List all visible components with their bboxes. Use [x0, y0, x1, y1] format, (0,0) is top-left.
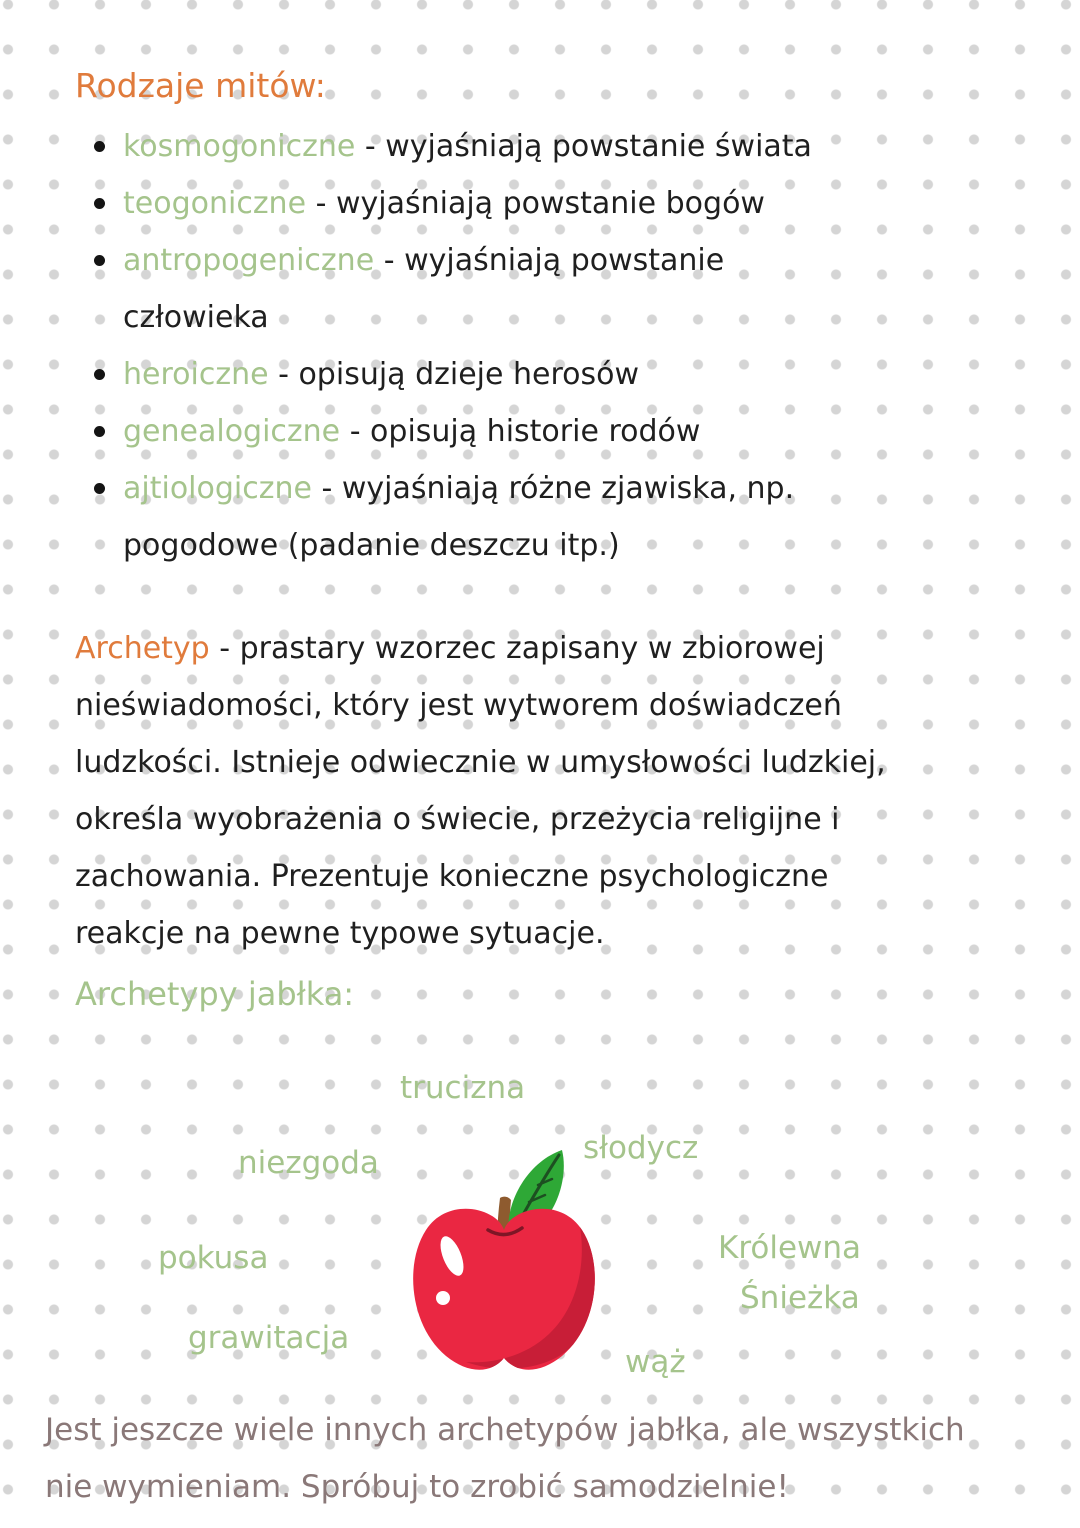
myth-term: ajtiologiczne — [123, 471, 312, 506]
archetype-definition-line: reakcje na pewne typowe sytuacje. — [75, 916, 605, 951]
section-heading-myths: Rodzaje mitów: — [75, 66, 326, 105]
cloud-word-waz: wąż — [625, 1344, 686, 1380]
list-item-text — [123, 403, 700, 460]
myth-term: kosmogoniczne — [123, 129, 356, 164]
red-apple-illustration — [408, 1143, 600, 1393]
cloud-word-sniezka: Śnieżka — [740, 1280, 860, 1316]
myth-definition: - wyjaśniają powstanie bogów — [315, 186, 765, 221]
archetype-term: Archetyp — [75, 631, 210, 666]
list-item-text — [123, 346, 639, 403]
list-item — [75, 175, 1030, 232]
cloud-word-trucizna: trucizna — [400, 1070, 526, 1106]
list-item-text — [123, 460, 794, 574]
bullet-icon — [94, 483, 105, 494]
myth-definition: - wyjaśniają różne zjawiska, np. — [321, 471, 795, 506]
myth-definition-wrap: pogodowe (padanie deszczu itp.) — [123, 528, 620, 563]
cloud-word-krolewna: Królewna — [718, 1230, 862, 1266]
archetype-definition-line: zachowania. Prezentuje konieczne psychologiczne — [75, 859, 829, 894]
section-heading-apple-archetypes: Archetypy jabłka: — [75, 975, 355, 1013]
bullet-icon — [94, 198, 105, 209]
myth-definition: - wyjaśniają powstanie świata — [364, 129, 812, 164]
footer-line: nie wymieniam. Spróbuj to zrobić samodzielnie! — [45, 1469, 789, 1505]
archetype-definition-line: określa wyobrażenia o świecie, przeżycia religijne i — [75, 802, 840, 837]
list-item — [75, 403, 1030, 460]
archetype-paragraph — [75, 620, 1030, 962]
archetype-definition-line: nieświadomości, który jest wytworem doświadczeń — [75, 688, 842, 723]
red-apple-icon — [408, 1143, 600, 1393]
myth-definition: - opisują dzieje herosów — [278, 357, 640, 392]
myth-term: teogoniczne — [123, 186, 307, 221]
myth-definition: - opisują historie rodów — [349, 414, 701, 449]
myth-term: heroiczne — [123, 357, 269, 392]
archetype-definition-line: - prastary wzorzec zapisany w zbiorowej — [219, 631, 825, 666]
list-item-text — [123, 118, 812, 175]
list-item — [75, 346, 1030, 403]
myth-types-list — [75, 118, 1030, 574]
myth-term: antropogeniczne — [123, 243, 375, 278]
cloud-word-pokusa: pokusa — [158, 1240, 269, 1276]
apple-highlight-dot — [436, 1291, 450, 1305]
cloud-word-slodycz: słodycz — [583, 1130, 699, 1166]
cloud-word-niezgoda: niezgoda — [238, 1145, 379, 1181]
bullet-icon — [94, 255, 105, 266]
footer-line: Jest jeszcze wiele innych archetypów jabłka, ale wszystkich — [45, 1412, 965, 1448]
bullet-icon — [94, 369, 105, 380]
myth-definition: - wyjaśniają powstanie — [383, 243, 725, 278]
footer-note — [45, 1402, 1030, 1516]
apple-word-cloud — [75, 1023, 1030, 1402]
myth-definition-wrap: człowieka — [123, 300, 269, 335]
archetype-definition-line: ludzkości. Istnieje odwiecznie w umysłowości ludzkiej, — [75, 745, 886, 780]
cloud-word-grawitacja: grawitacja — [188, 1320, 350, 1356]
bullet-icon — [94, 426, 105, 437]
bullet-icon — [94, 141, 105, 152]
list-item — [75, 460, 1030, 574]
list-item-text — [123, 175, 765, 232]
myth-term: genealogiczne — [123, 414, 341, 449]
list-item-text — [123, 232, 724, 346]
list-item — [75, 118, 1030, 175]
list-item — [75, 232, 1030, 346]
